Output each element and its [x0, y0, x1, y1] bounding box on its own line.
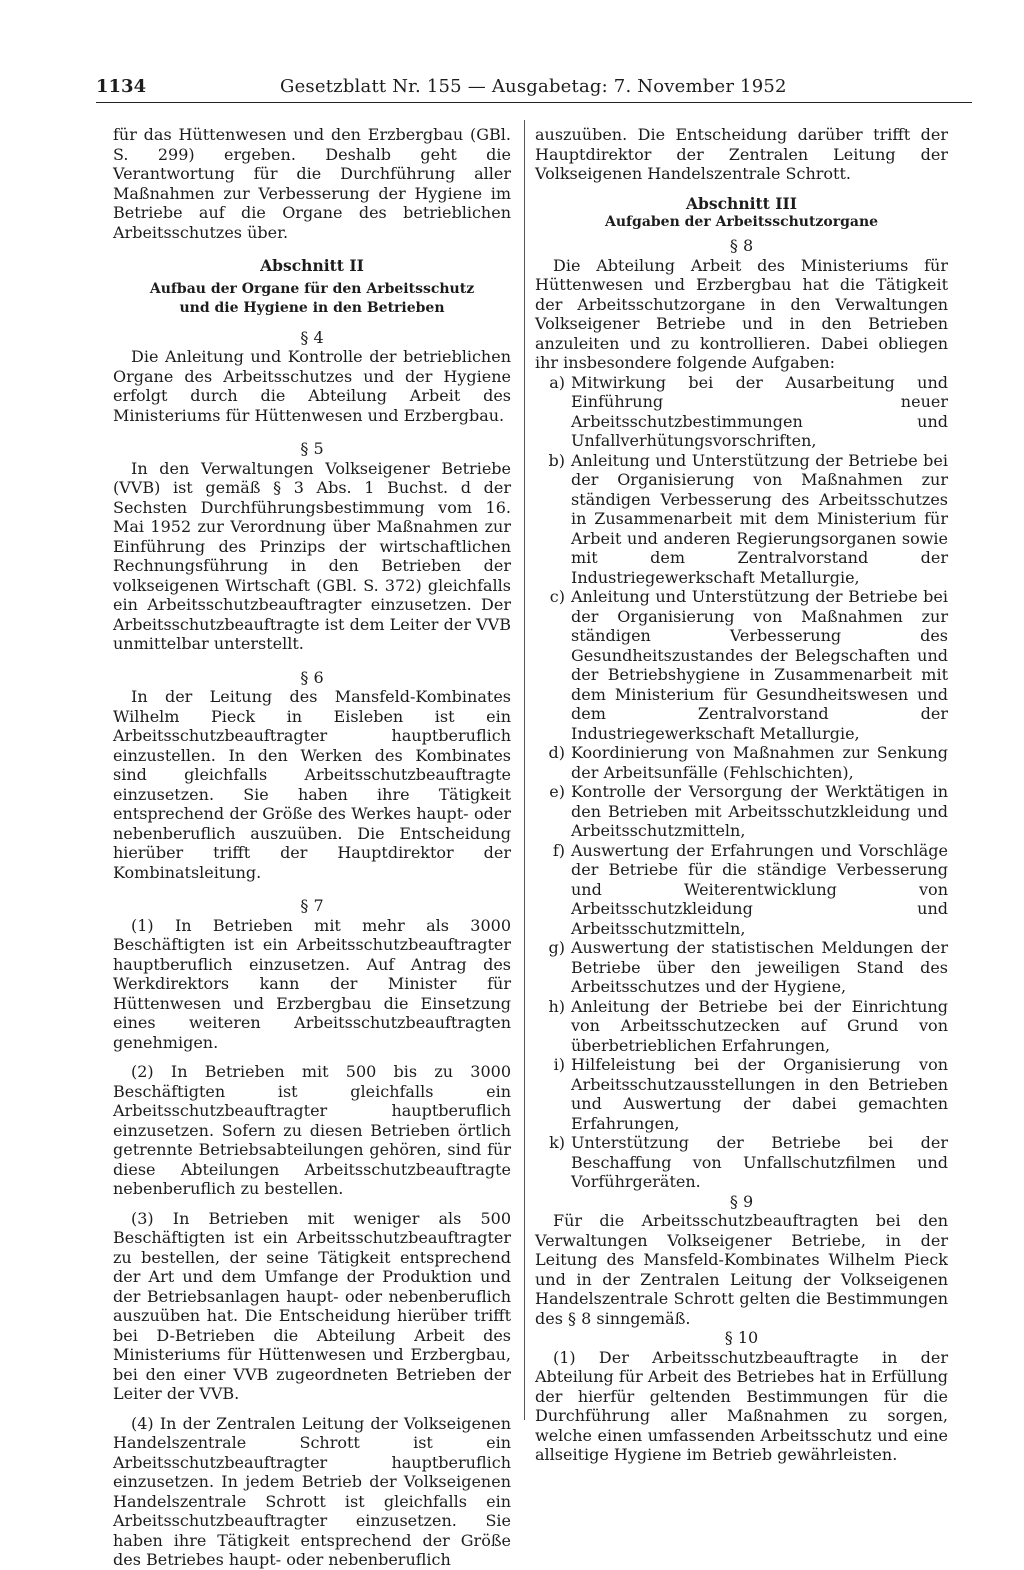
list-item — [535, 587, 948, 743]
list-item-label: f) — [552, 840, 565, 860]
list-item-text: Hilfeleistung bei der Organisierung von Arbeitsschutzausstellungen in den Betrieben und Auswertung der dabei gemachten Erfahrungen, — [571, 1055, 948, 1133]
section-7-paragraph-1: (1) In Betrieben mit mehr als 3000 Beschäftigten ist ein Arbeitsschutzbeauftragter hauptberuflich einzusetzen. Auf Antrag des Werkdirektors kann der Minister für Hüttenwesen und Erzbergbau die Einsetzung eines weiteren Arbeitsschutzbeauftragten genehmigen. — [113, 915, 511, 1052]
list-item — [535, 451, 948, 588]
list-item-text: Auswertung der Erfahrungen und Vorschläge der Betriebe für die ständige Verbesserung und Weiterentwicklung von Arbeitsschutzkleidung und Arbeitsschutzmitteln, — [571, 840, 948, 938]
section-10-heading: § 10 — [724, 1328, 759, 1347]
abschnitt-3-subtitle: Aufgaben der Arbeitsschutzorgane — [604, 214, 879, 230]
abschnitt-2-heading: Abschnitt II — [260, 256, 364, 275]
right-column — [535, 125, 948, 1465]
list-item — [535, 841, 948, 939]
list-item-label: e) — [549, 782, 565, 801]
column-divider — [524, 120, 525, 1420]
section-7-paragraph-4: (4) In der Zentralen Leitung der Volkseigenen Handelszentrale Schrott ist ein Arbeitsschutzbeauftragter hauptberuflich einzusetzen. In jedem Betrieb der Volkseigenen Handelszentrale Schrott ist gleichfalls ein Arbeitsschutzbeauftragter einzusetzen. Sie haben ihre Tätigkeit entsprechend der Größe des Betriebes haupt- oder nebenberuflich — [113, 1413, 511, 1569]
list-item-label: g) — [548, 938, 565, 957]
list-item — [535, 1055, 948, 1133]
section-10-paragraph-1: (1) Der Arbeitsschutzbeauftragte in der Abteilung für Arbeit des Betriebes hat in Erfüllung der hierfür geltenden Bestimmungen für die Durchführung aller Maßnahmen zu sorgen, welche einen umfassenden Arbeitsschutz und eine allseitige Hygiene im Betrieb gewährleisten. — [535, 1347, 948, 1464]
list-item — [535, 782, 948, 841]
section-4-text: Die Anleitung und Kontrolle der betrieblichen Organe des Arbeitsschutzes und der Hygiene erfolgt durch die Abteilung Arbeit des Ministeriums für Hüttenwesen und Erzbergbau. — [113, 347, 511, 425]
section-7-heading: § 7 — [300, 896, 324, 915]
page-header — [96, 76, 972, 103]
list-item — [535, 997, 948, 1056]
section-6-text: In der Leitung des Mansfeld-Kombinates Wilhelm Pieck in Eisleben ist ein Arbeitsschutzbeauftragter hauptberuflich einzustellen. In den Werken des Kombinates sind gleichfalls Arbeitsschutzbeauftragte einzusetzen. Sie haben ihre Tätigkeit entsprechend der Größe des Werkes haupt- oder nebenberuflich auszuüben. Die Entscheidung hierüber trifft der Hauptdirektor der Kombinatsleitung. — [113, 687, 511, 882]
section-8-heading: § 8 — [729, 236, 754, 255]
section-7-paragraph-2: (2) In Betrieben mit 500 bis zu 3000 Beschäftigten ist gleichfalls ein Arbeitsschutzbeauftragter hauptberuflich einzusetzen. Sofern zu diesen Betrieben örtlich getrennte Betriebsabteilungen gehören, sind für diese Abteilungen Arbeitsschutzbeauftragte nebenberuflich zu bestellen. — [113, 1062, 511, 1198]
list-item-text: Anleitung der Betriebe bei der Einrichtung von Arbeitsschutzecken auf Grund von überbetrieblichen Erfahrungen, — [571, 996, 948, 1055]
list-item-label: c) — [549, 587, 565, 606]
left-column — [113, 125, 511, 1570]
list-item-text: Auswertung der statistischen Meldungen der Betriebe über den jeweiligen Stand des Arbeitsschutzes und der Hygiene, — [571, 938, 948, 996]
section-8-task-list — [535, 373, 948, 1192]
abschnitt-3-heading: Abschnitt III — [686, 193, 797, 213]
list-item-label: k) — [549, 1133, 565, 1152]
list-item — [535, 743, 948, 782]
continuation-paragraph: auszuüben. Die Entscheidung darüber trifft der Hauptdirektor der Zentralen Leitung der Volkseigenen Handelszentrale Schrott. — [535, 125, 948, 183]
list-item-text: Unterstützung der Betriebe bei der Beschaffung von Unfallschutzfilmen und Vorführgeräten. — [571, 1133, 948, 1191]
section-4-heading: § 4 — [300, 327, 324, 347]
running-title: Gesetzblatt Nr. 155 — Ausgabetag: 7. November 1952 — [280, 76, 787, 97]
intro-paragraph: für das Hüttenwesen und den Erzbergbau (GBl. S. 299) ergeben. Deshalb geht die Verantwortung für die Durchführung aller Maßnahmen zur Verbesserung der Hygiene im Betriebe auf die Organe des betrieblichen Arbeitsschutzes über. — [113, 125, 511, 242]
list-item-label: a) — [549, 372, 565, 392]
list-item-text: Kontrolle der Versorgung der Werktätigen in den Betrieben mit Arbeitsschutzkleidung und Arbeitsschutzmitteln, — [571, 782, 948, 840]
list-item-label: i) — [553, 1055, 565, 1074]
section-5-text: In den Verwaltungen Volkseigener Betriebe (VVB) ist gemäß § 3 Abs. 1 Buchst. d der Sechsten Durchführungsbestimmung vom 16. Mai 1952 zur Verordnung über Maßnahmen zur Einführung des Prinzips der wirtschaftlichen Rechnungsführung in den Betrieben der volkseigenen Wirtschaft (GBl. S. 372) gleichfalls ein Arbeitsschutzbeauftragter einzusetzen. Der Arbeitsschutzbeauftragte ist dem Leiter der VVB unmittelbar unterstellt. — [113, 458, 511, 653]
list-item — [535, 1133, 948, 1192]
list-item-text: Koordinierung von Maßnahmen zur Senkung der Arbeitsunfälle (Fehlschichten), — [571, 743, 948, 782]
list-item-label: d) — [548, 743, 565, 762]
list-item — [535, 373, 948, 451]
section-9-heading: § 9 — [729, 1191, 754, 1211]
section-8-text: Die Abteilung Arbeit des Ministeriums für Hüttenwesen und Erzbergbau hat die Tätigkeit der Arbeitsschutzorgane in den Verwaltungen Volkseigener Betriebe und in den Betrieben anzuleiten und zu kontrollieren. Dabei obliegen ihr insbesondere folgende Aufgaben: — [535, 255, 948, 372]
abschnitt-2-subtitle-1: Aufbau der Organe für den Arbeitsschutz — [149, 280, 475, 297]
list-item-label: h) — [548, 996, 565, 1016]
section-6-heading: § 6 — [300, 667, 324, 687]
abschnitt-2-subtitle-2: und die Hygiene in den Betrieben — [179, 299, 445, 316]
list-item-text: Mitwirkung bei der Ausarbeitung und Einführung neuer Arbeitsschutzbestimmungen und Unfallverhütungsvorschriften, — [571, 372, 948, 450]
section-5-heading: § 5 — [300, 439, 324, 458]
list-item-text: Anleitung und Unterstützung der Betriebe bei der Organisierung von Maßnahmen zur ständigen Verbesserung des Gesundheitszustandes der Belegschaften und der Betriebshygiene in Zusammenarbeit mit dem Ministerium für Gesundheitswesen und dem Zentralvorstand der Industriegewerkschaft Metallurgie, — [571, 587, 948, 743]
list-item-label: b) — [548, 450, 565, 470]
section-9-text: Für die Arbeitsschutzbeauftragten bei den Verwaltungen Volkseigener Betriebe, in der Leitung des Mansfeld-Kombinates Wilhelm Pieck und in der Zentralen Leitung der Volkseigenen Handelszentrale Schrott gelten die Bestimmungen des § 8 sinngemäß. — [535, 1211, 948, 1328]
list-item — [535, 938, 948, 997]
list-item-text: Anleitung und Unterstützung der Betriebe bei der Organisierung von Maßnahmen zur ständigen Verbesserung des Arbeitsschutzes in Zusammenarbeit mit dem Ministerium für Arbeit und anderen Regierungsorganen sowie mit dem Zentralvorstand der Industriegewerkschaft Metallurgie, — [571, 450, 948, 587]
section-7-paragraph-3: (3) In Betrieben mit weniger als 500 Beschäftigten ist ein Arbeitsschutzbeauftragter zu bestellen, der seine Tätigkeit entsprechend der Art und dem Umfange der Produktion und der Betriebsanlagen haupt- oder nebenberuflich auszuüben hat. Die Entscheidung hierüber trifft bei D-Betrieben die Abteilung Arbeit des Ministeriums für Hüttenwesen und Erzbergbau, bei den einer VVB zugeordneten Betrieben der Leiter der VVB. — [113, 1208, 511, 1403]
page-number: 1134 — [96, 76, 147, 97]
